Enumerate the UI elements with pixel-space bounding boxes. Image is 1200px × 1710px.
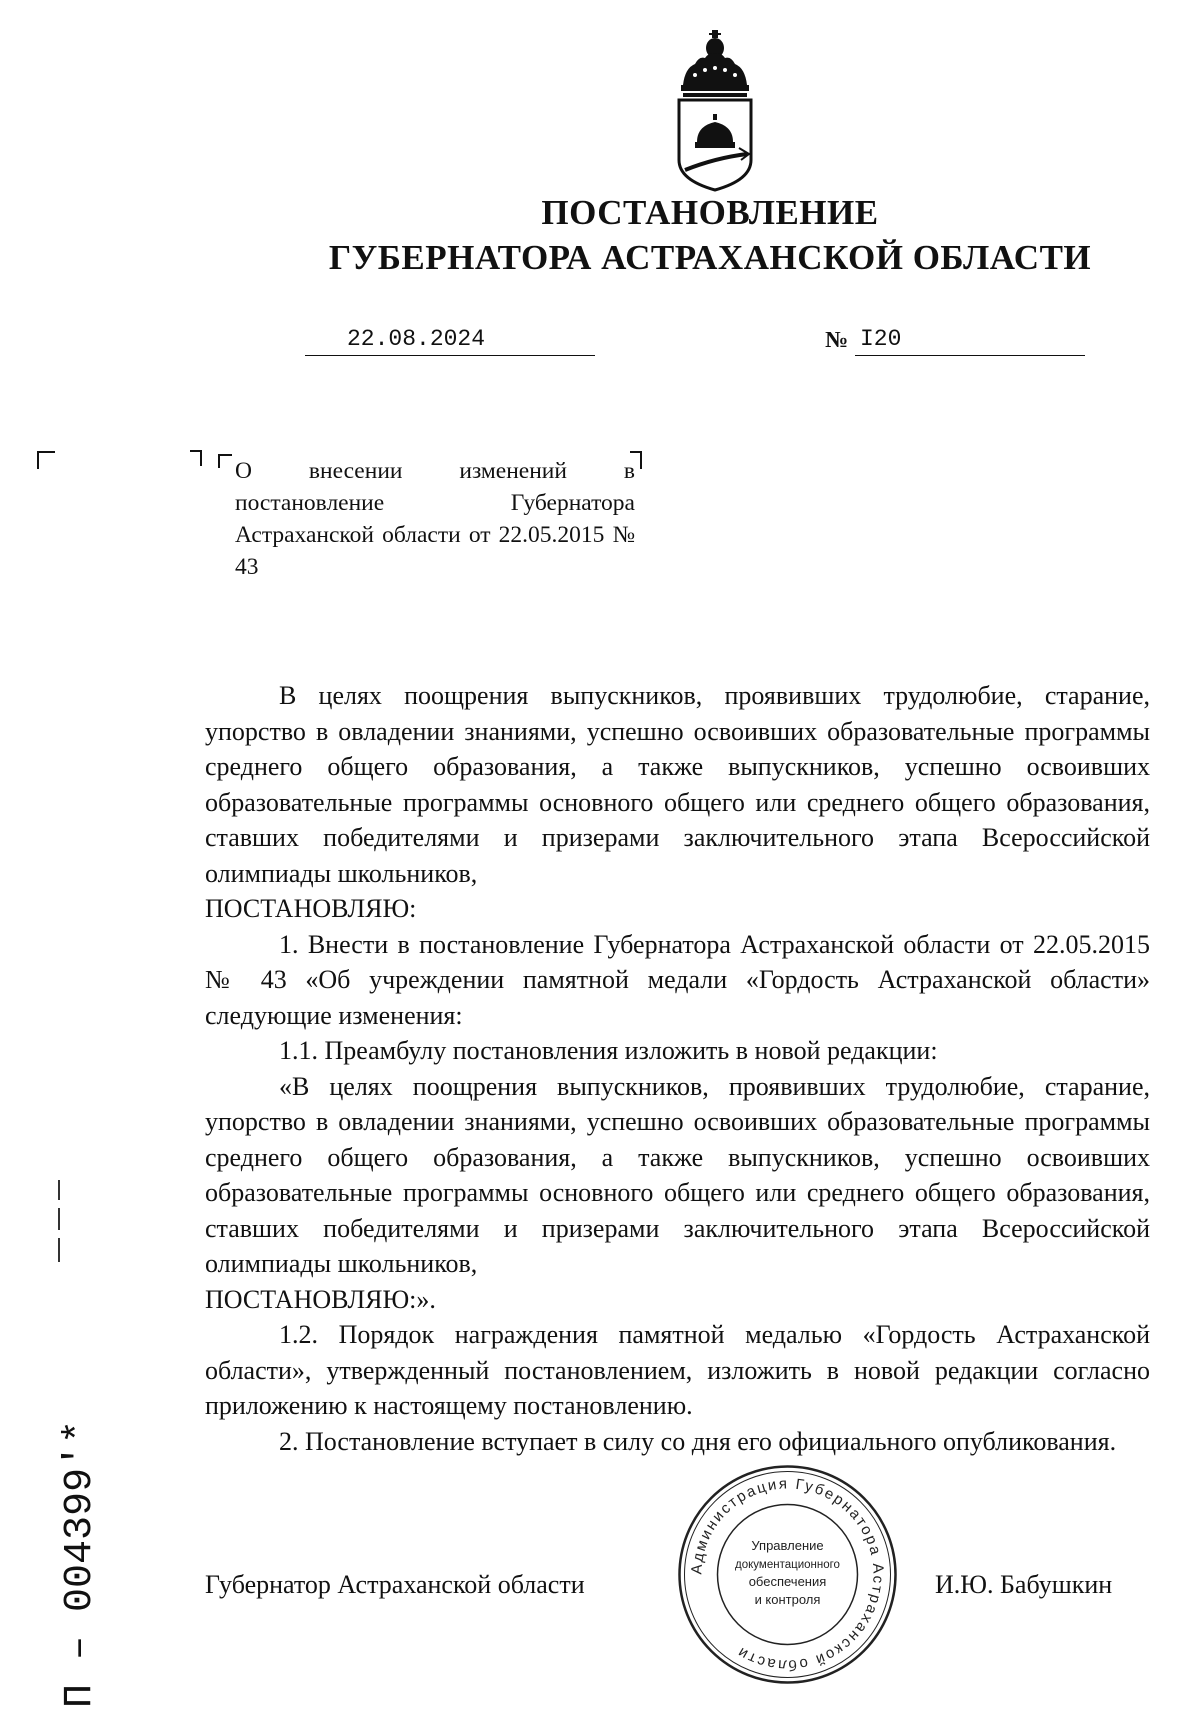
date-underline (305, 355, 595, 356)
body-paragraph: «В целях поощрения выпускников, проявивших трудолюбие, старание, упорство в овладении знаниями, успешно освоивших образовательные программы среднего общего образования, а также выпускников, успешно освоивших образовательные программы основного общего или среднего общего образования, ставших победителями и призерами заключительного этапа Всероссийской олимпиады школьников, (205, 1071, 1150, 1278)
seal-inner-line: и контроля (754, 1592, 821, 1607)
document-title: ПОСТАНОВЛЕНИЕ (541, 193, 879, 232)
signatory-name: И.Ю. Бабушкин (935, 1570, 1113, 1599)
document-body (205, 678, 1150, 1459)
corner-mark (37, 451, 55, 469)
body-paragraph: ПОСТАНОВЛЯЮ: (205, 894, 417, 923)
document-subject: О внесении изменений в постановление Губернатора Астраханской области от 22.05.2015 № 43 (235, 458, 635, 580)
body-paragraph: 1. Внести в постановление Губернатора Астраханской области от 22.05.2015 № 43 «Об учреждении памятной медали «Гордость Астраханской области» следующие изменения: (205, 929, 1150, 1030)
signatory-title: Губернатор Астраханской области (205, 1570, 585, 1599)
corner-mark (190, 450, 202, 466)
body-paragraph: 1.2. Порядок награждения памятной медалью «Гордость Астраханской области», утвержденный постановлением, изложить в новой редакции согласно приложению к настоящему постановлению. (205, 1320, 1150, 1420)
corner-mark (218, 454, 232, 468)
body-paragraph: В целях поощрения выпускников, проявивших трудолюбие, старание, упорство в овладении знаниями, успешно освоивших образовательные программы среднего общего образования, а также выпускников, успешно освоивших образовательные программы основного общего или среднего общего образования, ставших победителями и призерами заключительного этапа Всероссийской олимпиады школьников, (205, 681, 1150, 888)
body-paragraph: 2. Постановление вступает в силу со дня его официального опубликования. (279, 1426, 1117, 1456)
coat-of-arms-icon (665, 30, 765, 195)
body-paragraph: 1.1. Преамбулу постановления изложить в новой редакции: (279, 1036, 938, 1065)
number-label: № (825, 327, 849, 352)
registration-code-text: П – 004399'* (58, 1419, 103, 1708)
seal-inner-line: документационного (735, 1559, 840, 1571)
official-seal (675, 1462, 900, 1687)
body-paragraph: ПОСТАНОВЛЯЮ:». (205, 1284, 436, 1314)
document-issuer: ГУБЕРНАТОРА АСТРАХАНСКОЙ ОБЛАСТИ (328, 238, 1092, 277)
document-number: I20 (860, 326, 902, 352)
registration-code (18, 1320, 108, 1710)
number-underline (855, 355, 1085, 356)
margin-tick-marks (58, 1180, 60, 1270)
seal-inner-line: обеспечения (748, 1574, 827, 1589)
seal-outer-text: Администрация Губернатора Астраханской области (688, 1475, 887, 1674)
document-date: 22.08.2024 (347, 326, 486, 352)
seal-inner-line: Управление (751, 1538, 824, 1553)
